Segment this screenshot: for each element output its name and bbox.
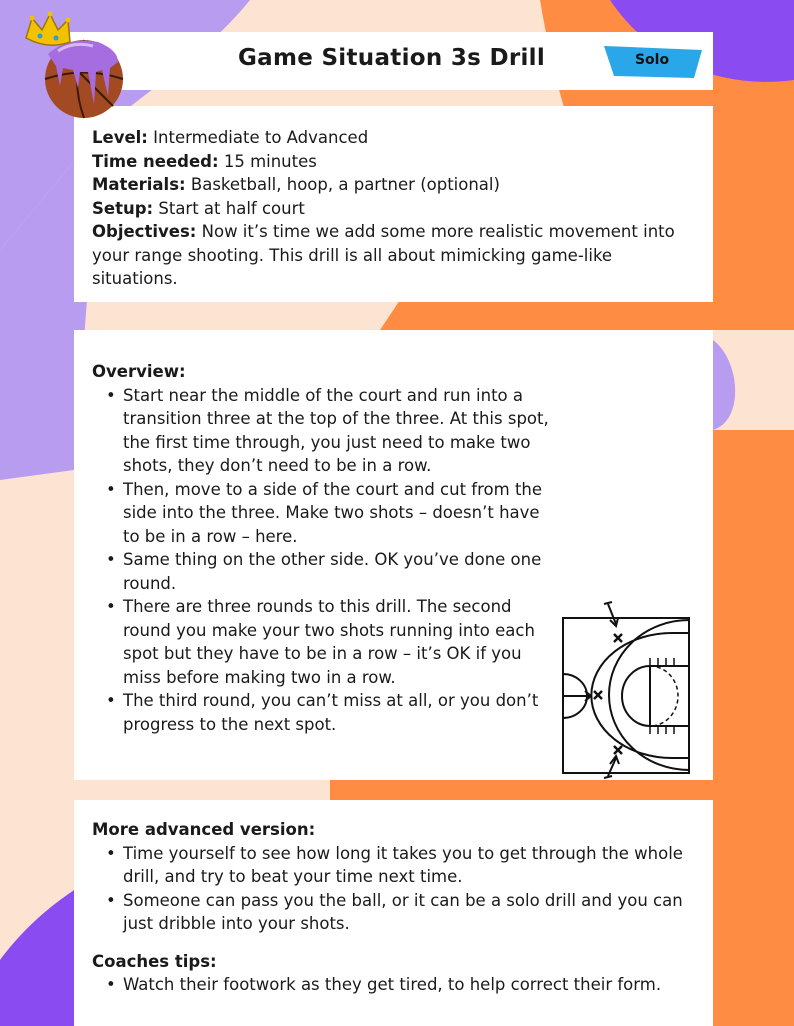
tips-title: Coaches tips: xyxy=(92,951,217,971)
time-value: 15 minutes xyxy=(223,151,317,171)
basketball-crown-logo-icon xyxy=(18,6,128,126)
list-item: • Someone can pass you the ball, or it can be a solo drill and you can just dribble into your shots. xyxy=(92,889,699,936)
setup-label: Setup: xyxy=(92,198,154,218)
list-item: • Watch their footwork as they get tired, to help correct their form. xyxy=(92,973,699,997)
list-item: • Then, move to a side of the court and cut from the side into the three. Make two shots – doesn’t have to be in a row – here. xyxy=(92,478,553,549)
overview-title: Overview: xyxy=(92,362,186,381)
solo-badge xyxy=(604,44,704,78)
objectives-value: Now it’s time we add some more realistic movement into your range shooting. This drill is all about mimicking game-like situations. xyxy=(92,222,675,288)
setup-row xyxy=(92,197,699,221)
page-title: Game Situation 3s Drill xyxy=(237,45,546,71)
list-item: • Start near the middle of the court and run into a transition three at the top of the three. At this spot, the first time through, you just need to make two shots, they don’t need to be in a row. xyxy=(92,384,553,478)
materials-row xyxy=(92,173,699,197)
setup-value: Start at half court xyxy=(158,198,305,218)
advanced-list xyxy=(92,842,699,936)
time-row xyxy=(92,150,699,174)
list-item: • Time yourself to see how long it takes you to get through the whole drill, and try to beat your time next time. xyxy=(92,842,699,889)
level-row xyxy=(92,126,699,150)
advanced-title: More advanced version: xyxy=(92,820,316,839)
badge-label: Solo xyxy=(634,52,670,68)
court-diagram xyxy=(560,600,692,780)
list-item: • Same thing on the other side. OK you’ve done one round. xyxy=(92,548,553,595)
info-card xyxy=(74,106,713,302)
objectives-row xyxy=(92,220,699,291)
level-value: Intermediate to Advanced xyxy=(153,128,369,147)
materials-value: Basketball, hoop, a partner (optional) xyxy=(190,175,500,194)
advanced-card xyxy=(74,800,713,1026)
time-label: Time needed: xyxy=(92,151,219,171)
list-item: • The third round, you can’t miss at all, or you don’t progress to the next spot. xyxy=(92,689,553,736)
level-label: Level: xyxy=(92,128,148,147)
objectives-label: Objectives: xyxy=(92,222,197,241)
list-item: • There are three rounds to this drill. The second round you make your two shots running into each spot but they have to be in a row – it’s OK if you miss before making two in a row. xyxy=(92,595,553,689)
tips-list xyxy=(92,973,699,997)
materials-label: Materials: xyxy=(92,175,186,194)
